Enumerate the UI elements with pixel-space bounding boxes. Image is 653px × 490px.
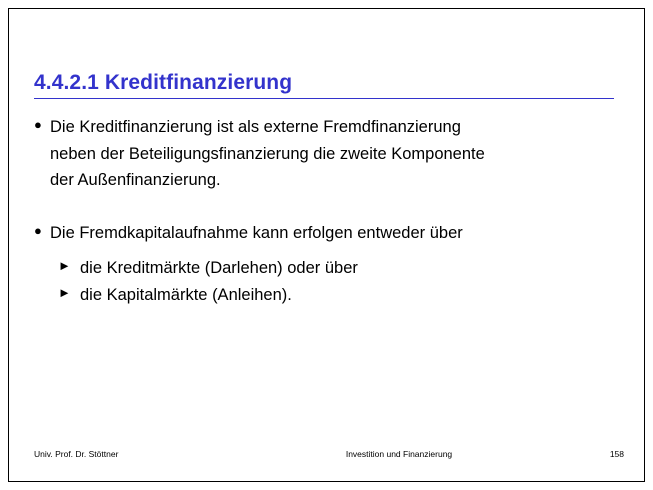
bullet-item — [34, 220, 634, 247]
title-underline — [34, 98, 614, 99]
footer-course-title: Investition und Finanzierung — [345, 449, 453, 459]
page-title: 4.4.2.1 Kreditfinanzierung — [34, 71, 293, 94]
bullet-line: der Außenfinanzierung. — [50, 171, 221, 190]
body-content — [34, 114, 634, 308]
bullet-item — [34, 114, 634, 194]
bullet-line: neben der Beteiligungsfinanzierung die zweite Komponente — [50, 144, 485, 163]
bullet-line: Die Fremdkapitalaufnahme kann erfolgen entweder über — [50, 224, 463, 243]
slide-content — [9, 9, 644, 481]
triangle-right-icon: ► — [58, 284, 71, 300]
slide-footer — [34, 449, 624, 459]
bullet-line: Die Kreditfinanzierung ist als externe Fremdfinanzierung — [50, 118, 461, 136]
paragraph-spacer — [34, 194, 634, 220]
triangle-right-icon: ► — [58, 257, 71, 273]
sub-list-spacer — [34, 247, 634, 255]
bullet-dot-icon: ● — [34, 223, 42, 239]
sub-bullet-item — [58, 282, 634, 309]
title-block — [34, 71, 614, 99]
sub-bullet-item — [58, 255, 634, 282]
bullet-text — [50, 220, 634, 247]
sub-bullet-text: die Kapitalmärkte (Anleihen). — [80, 285, 292, 304]
footer-author: Univ. Prof. Dr. Stöttner — [34, 449, 119, 459]
bullet-dot-icon: ● — [34, 117, 42, 132]
sub-bullet-text: die Kreditmärkte (Darlehen) oder über — [80, 258, 358, 277]
bullet-text — [50, 114, 634, 194]
footer-page-number: 158 — [609, 449, 624, 459]
